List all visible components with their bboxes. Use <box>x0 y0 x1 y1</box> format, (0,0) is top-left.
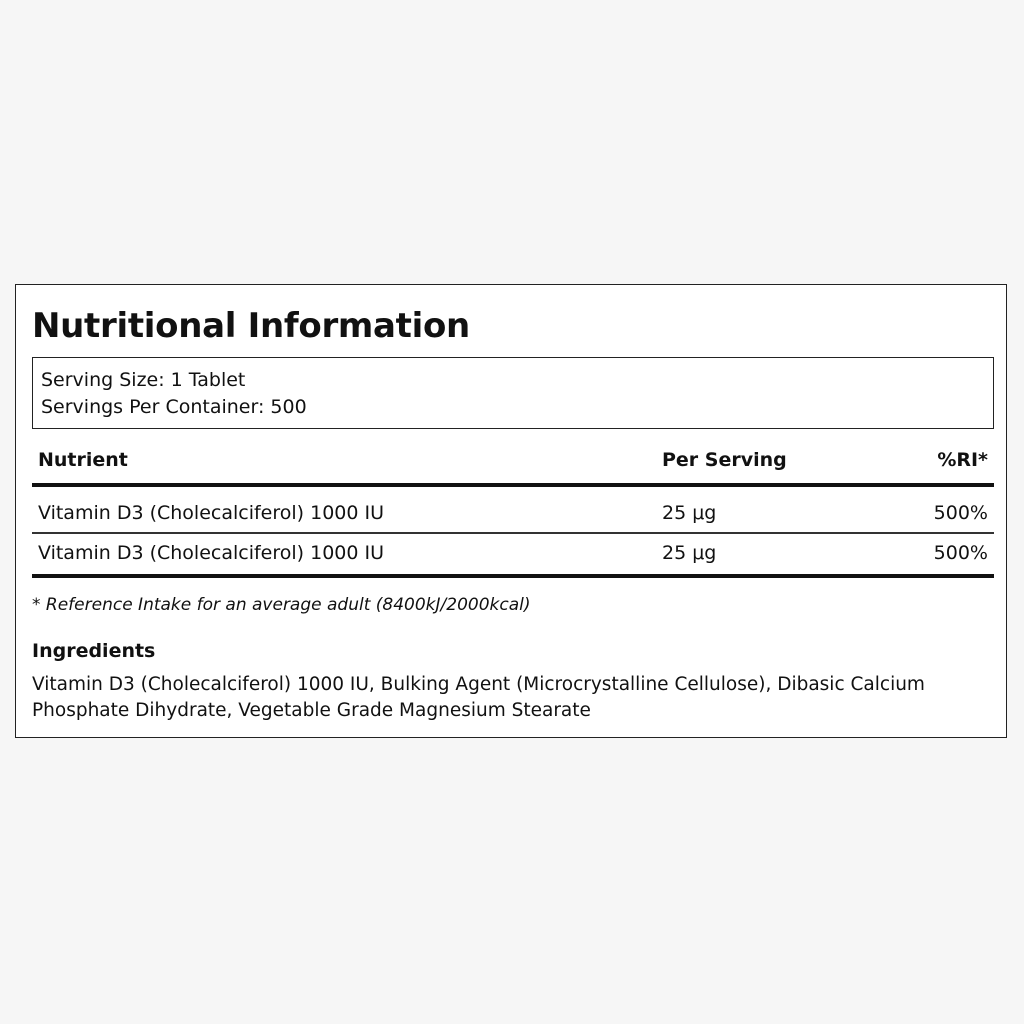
header-per-serving: Per Serving <box>662 449 787 471</box>
ingredients-text: Vitamin D3 (Cholecalciferol) 1000 IU, Bulking Agent (Microcrystalline Cellulose), Dibasic Calcium Phosphate Dihydrate, Vegetable Grade Magnesium Stearate <box>32 674 925 721</box>
ingredients-heading: Ingredients <box>32 640 156 662</box>
nutrient-name: Vitamin D3 (Cholecalciferol) 1000 IU <box>38 541 385 564</box>
table-header-row <box>32 441 994 483</box>
nutrition-label <box>15 284 1007 738</box>
serving-size: Serving Size: 1 Tablet <box>41 369 246 391</box>
serving-info-box <box>32 357 994 429</box>
ri-value: 500% <box>933 541 988 564</box>
header-nutrient: Nutrient <box>38 449 128 471</box>
per-serving-value: 25 μg <box>662 541 717 564</box>
per-serving-value: 25 μg <box>662 502 717 524</box>
ri-value: 500% <box>933 502 988 524</box>
nutrient-table <box>32 441 994 578</box>
nutrient-name: Vitamin D3 (Cholecalciferol) 1000 IU <box>38 502 385 524</box>
label-title: Nutritional Information <box>32 306 470 346</box>
reference-intake-footnote: * Reference Intake for an average adult (8400kJ/2000kcal) <box>32 595 531 615</box>
table-bottom-divider <box>32 574 994 578</box>
servings-per-container: Servings Per Container: 500 <box>41 396 307 418</box>
table-row <box>32 487 994 532</box>
table-row <box>32 534 994 574</box>
header-ri: %RI* <box>937 449 988 471</box>
